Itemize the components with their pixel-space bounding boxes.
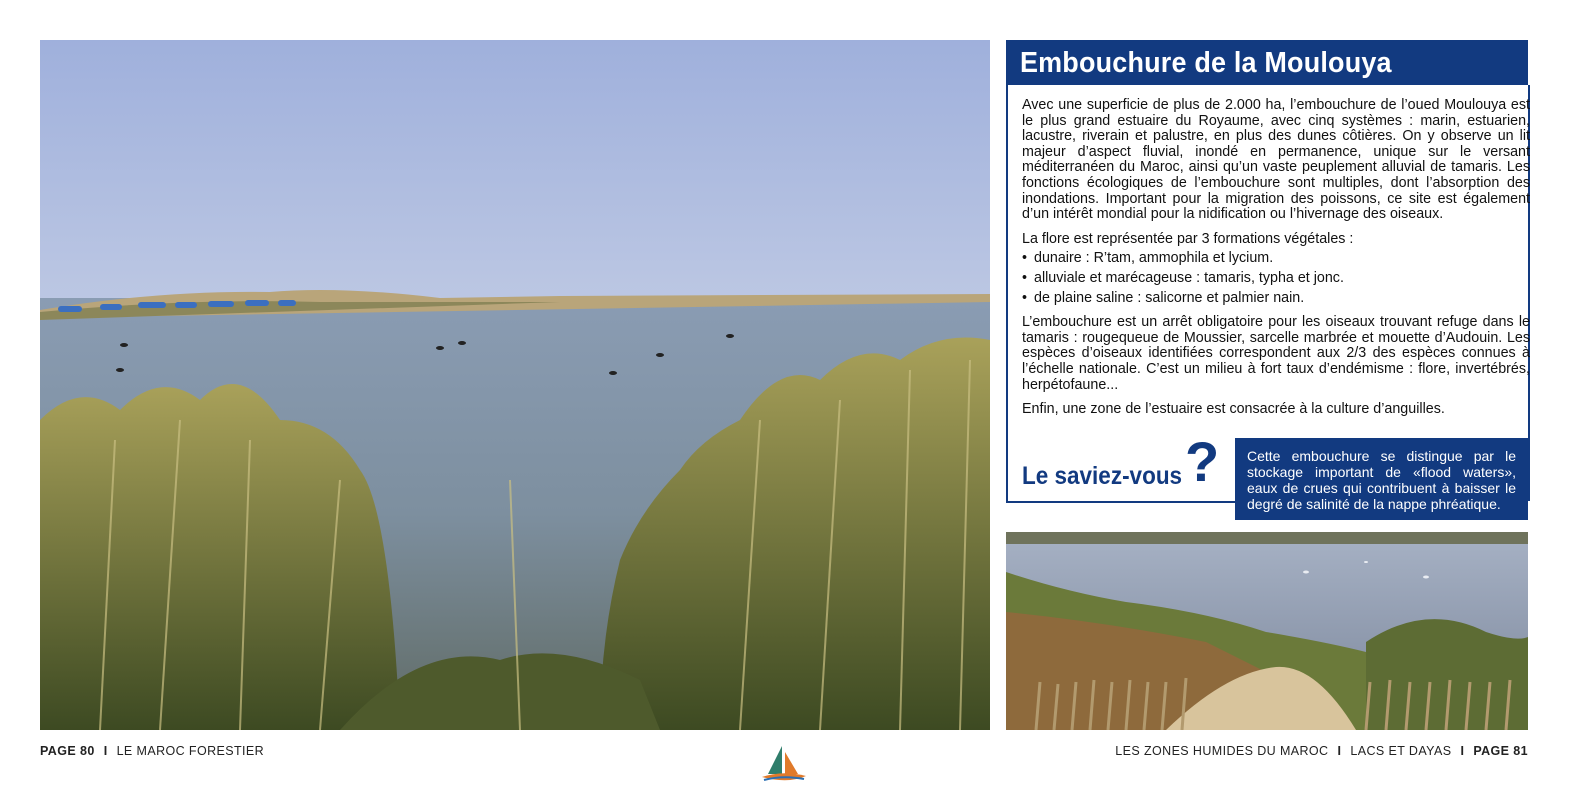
article-title: Embouchure de la Moulouya — [1019, 47, 1392, 79]
flora-list — [1022, 251, 1530, 306]
book-title: LE MAROC FORESTIER — [116, 744, 265, 758]
flora-intro: La flore est représentée par 3 formations végétales : — [1022, 230, 1354, 247]
question-mark-icon: ? — [1185, 430, 1220, 493]
subsection-title: LACS ET DAYAS — [1350, 744, 1452, 758]
footer-separator: I — [1337, 744, 1342, 758]
section-title: LES ZONES HUMIDES DU MAROC — [1115, 744, 1329, 758]
page-number-left: PAGE 80 — [40, 744, 95, 758]
list-item: • alluviale et marécageuse : tamaris, typha et jonc. — [1022, 271, 1530, 287]
paragraph-intro: Avec une superficie de plus de 2.000 ha, l’embouchure de l’oued Moulouya est le plus grand estuaire du Royaume, avec cinq systèmes : marin, estuarien, lacustre, riverain et palustre, en plus des dunes côtières. On y observe un lit majeur d’aspect fluvial, inondé en permanence, unique sur le versant méditerranéen du Maroc, ainsi qu’un vaste peuplement alluvial de tamaris. Les fonctions écologiques de l’embouchure sont multiples, dont l’absorption des inondations. Important pour la migration des poissons, ce site est également d’un intérêt mondial pour la nidification ou l’hivernage des oiseaux. — [1022, 97, 1530, 223]
paragraph-eels: Enfin, une zone de l’estuaire est consacrée à la culture d’anguilles. — [1022, 401, 1445, 418]
sailboat-logo-icon — [758, 744, 808, 784]
page-number-right: PAGE 81 — [1473, 744, 1528, 758]
footer-separator: I — [103, 744, 108, 758]
article-title-bar — [1006, 40, 1528, 85]
divider — [1006, 501, 1236, 503]
footer-right — [1115, 744, 1528, 758]
article-body — [1022, 98, 1530, 427]
footer-left — [40, 744, 264, 758]
secondary-photo — [1006, 532, 1528, 730]
did-you-know-box: Cette embouchure se distingue par le stockage important de «flood waters», eaux de crues qui contribuent à baisser le degré de salinité de la nappe phréatique. — [1235, 438, 1528, 520]
list-item: • dunaire : R’tam, ammophila et lycium. — [1022, 251, 1530, 267]
did-you-know-label: Le saviez-vous — [1022, 462, 1183, 490]
paragraph-birds: L’embouchure est un arrêt obligatoire pour les oiseaux trouvant refuge dans le tamaris : rougequeue de Moussier, sarcelle marbrée et mouette d’Audouin. Les espèces d’oiseaux identifiées correspondent aux 2/3 des espèces connues à l’échelle nationale. C’est un milieu à fort taux d’endémisme : flore, invertébrés, herpétofaune... — [1022, 314, 1530, 393]
list-item: • de plaine saline : salicorne et palmier nain. — [1022, 291, 1530, 307]
footer-separator: I — [1460, 744, 1465, 758]
main-photo — [40, 40, 990, 730]
